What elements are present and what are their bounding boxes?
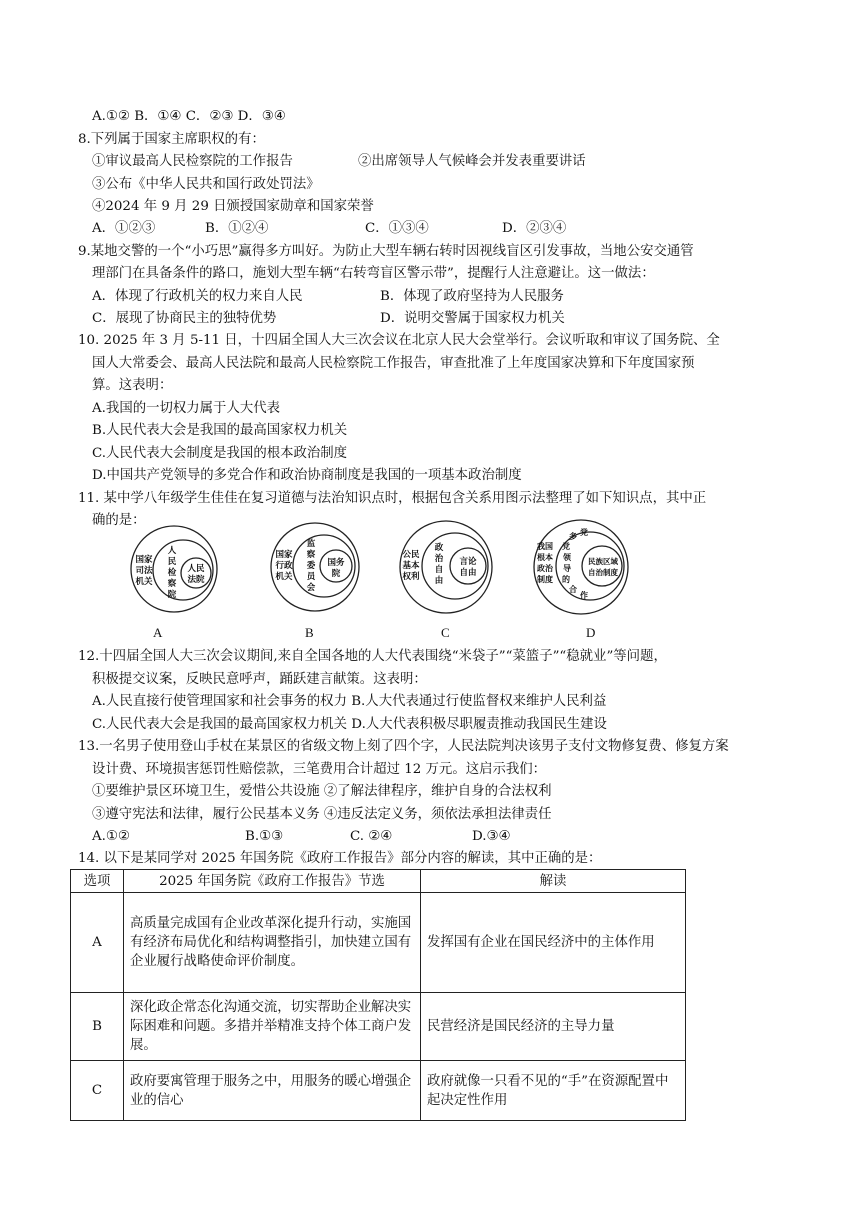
q13-option-d: D.③④ bbox=[472, 829, 511, 844]
row-option: C bbox=[71, 1061, 124, 1121]
q12-options-line-2: C.人民代表大会是我国的最高国家权力机关 D.人大代表积极尽职履责推动我国民生建设 bbox=[92, 717, 607, 732]
diagram-d-middle-5: 多 bbox=[569, 532, 577, 541]
q13-stem-line-1: 13.一名男子使用登山手杖在某景区的省级文物上刻了四个字，人民法院判决该男子支付文物修复费、修复方案 bbox=[78, 739, 729, 754]
q9-option-b: B．体现了政府坚持为人民服务 bbox=[380, 289, 564, 304]
q14-table bbox=[70, 869, 686, 1121]
diagram-label-a: A bbox=[153, 625, 163, 640]
header-excerpt: 2025 年国务院《政府工作报告》节选 bbox=[124, 870, 421, 893]
row-excerpt: 政府要寓管理于服务之中，用服务的暖心增强企业的信心 bbox=[124, 1061, 421, 1121]
row-excerpt: 高质量完成国有企业改革深化提升行动，实施国有经济布局优化和结构调整指引，加快建立国有企业履行战略使命评价制度。 bbox=[124, 893, 421, 993]
diagram-b-middle-3: 委 bbox=[306, 561, 316, 571]
diagram-d-outer-4: 制度 bbox=[537, 575, 553, 584]
row-interpretation: 发挥国有企业在国民经济中的主体作用 bbox=[421, 893, 686, 993]
diagram-d-inner-1: 民族区域 bbox=[588, 557, 618, 566]
q8-item-4: ④2024 年 9 月 29 日颁授国家勋章和国家荣誉 bbox=[92, 199, 374, 214]
diagram-c-outer-2: 基本 bbox=[402, 561, 420, 571]
diagram-a bbox=[128, 525, 220, 613]
q8-stem: 8.下列属于国家主席职权的有： bbox=[78, 132, 265, 147]
q11-stem-line-1: 11. 某中学八年级学生佳佳在复习道德与法治知识点时，根据包含关系用图示法整理了如下知识点，其中正 bbox=[78, 491, 707, 506]
diagram-a-outer-3: 机关 bbox=[135, 577, 153, 587]
diagram-b-outer-2: 行政 bbox=[275, 561, 293, 571]
q10-stem-line-3: 算。这表明： bbox=[92, 378, 173, 393]
diagram-d-middle-4: 的 bbox=[562, 575, 570, 584]
q10-option-c: C.人民代表大会制度是我国的根本政治制度 bbox=[92, 446, 348, 461]
diagram-a-inner-1: 人民 bbox=[187, 564, 205, 574]
q14-stem: 14. 以下是某同学对 2025 年国务院《政府工作报告》部分内容的解读，其中正确的是： bbox=[78, 851, 602, 866]
q13-items-line-2: ③遵守宪法和法律，履行公民基本义务 ④违反法定义务，须依法承担法律责任 bbox=[92, 807, 552, 822]
header-interpretation: 解读 bbox=[421, 870, 686, 893]
diagram-c-outer-1: 公民 bbox=[402, 550, 420, 560]
diagram-b-middle-4: 员 bbox=[306, 572, 316, 582]
diagram-c-outer-3: 权利 bbox=[402, 572, 420, 582]
diagram-b-outer-1: 国家 bbox=[275, 550, 293, 560]
diagram-b bbox=[268, 522, 362, 612]
diagram-d-middle-3: 导 bbox=[563, 564, 571, 573]
q13-stem-line-2: 设计费、环境损害惩罚性赔偿款，三笔费用合计超过 12 万元。这启示我们： bbox=[92, 762, 547, 777]
header-option: 选项 bbox=[71, 870, 124, 893]
q13-option-c: C. ②④ bbox=[350, 829, 393, 844]
diagram-label-c: C bbox=[441, 625, 450, 640]
diagram-b-middle-2: 察 bbox=[306, 550, 316, 560]
q12-stem-line-1: 12.十四届全国人大三次会议期间,来自全国各地的人大代表围绕“米袋子”“菜篮子”“稳就业”等问题， bbox=[78, 649, 667, 664]
diagram-d-outer-1: 我国 bbox=[537, 542, 553, 551]
diagram-d-middle-7: 合 bbox=[569, 585, 577, 594]
q8-item-1: ①审议最高人民检察院的工作报告 bbox=[92, 154, 293, 169]
diagram-a-middle-4: 察 bbox=[167, 579, 177, 589]
diagram-c-middle-2: 治 bbox=[434, 554, 444, 564]
q10-option-b: B.人民代表大会是我国的最高国家权力机关 bbox=[92, 423, 348, 438]
q7-options: A.①② B．①④ C．②③ D．③④ bbox=[92, 109, 286, 124]
q9-option-d: D．说明交警属于国家权力机关 bbox=[380, 311, 565, 326]
q10-option-d: D.中国共产党领导的多党合作和政治协商制度是我国的一项基本政治制度 bbox=[92, 468, 522, 483]
q13-option-a: A.①② bbox=[92, 829, 130, 844]
diagram-d bbox=[528, 519, 634, 615]
diagram-d-middle-1: 党 bbox=[562, 542, 570, 551]
diagram-d-outer-3: 政治 bbox=[537, 564, 553, 573]
q8-item-3: ③公布《中华人民共和国行政处罚法》 bbox=[92, 177, 320, 192]
q9-stem-line-1: 9.某地交警的一个“小巧思”赢得多方叫好。为防止大型车辆右转时因视线盲区引发事故，当地公安交通管 bbox=[78, 244, 694, 259]
table-header-row bbox=[71, 870, 686, 893]
diagram-c-middle-1: 政 bbox=[434, 543, 444, 553]
diagram-d-middle-2: 领 bbox=[563, 553, 571, 562]
diagram-c-inner-2: 自由 bbox=[459, 568, 477, 578]
q8-option-b: B．①②④ bbox=[205, 221, 269, 236]
table-row bbox=[71, 893, 686, 993]
row-interpretation: 民营经济是国民经济的主导力量 bbox=[421, 993, 686, 1061]
q12-stem-line-2: 积极提交议案，反映民意呼声，踊跃建言献策。这表明： bbox=[92, 672, 427, 687]
diagram-d-inner-2: 自治制度 bbox=[588, 568, 618, 577]
diagram-b-inner-1: 国务 bbox=[327, 558, 345, 568]
diagram-b-middle-5: 会 bbox=[306, 583, 316, 593]
row-option: A bbox=[71, 893, 124, 993]
diagram-d-outer-2: 根本 bbox=[537, 553, 553, 562]
diagram-c bbox=[395, 520, 497, 614]
diagram-c-middle-3: 自 bbox=[434, 565, 444, 575]
diagram-a-middle-1: 人 bbox=[167, 546, 177, 556]
q8-option-d: D．②③④ bbox=[502, 221, 567, 236]
q11-stem-line-2: 确的是： bbox=[92, 513, 146, 528]
row-excerpt: 深化政企常态化沟通交流，切实帮助企业解决实际困难和问题。多措并举精准支持个体工商户发展。 bbox=[124, 993, 421, 1061]
diagram-a-middle-2: 民 bbox=[167, 557, 177, 567]
q9-option-a: A．体现了行政机关的权力来自人民 bbox=[92, 289, 303, 304]
diagram-c-inner-1: 言论 bbox=[459, 557, 477, 567]
table-row bbox=[71, 993, 686, 1061]
q10-stem-line-1: 10. 2025 年 3 月 5-11 日，十四届全国人大三次会议在北京人民大会堂举行。会议听取和审议了国务院、全 bbox=[78, 333, 720, 348]
diagram-b-inner-2: 院 bbox=[331, 569, 341, 579]
q9-stem-line-2: 理部门在具备条件的路口，施划大型车辆“右转弯盲区警示带”，提醒行人注意避让。这一做法： bbox=[92, 266, 655, 281]
diagram-b-middle-1: 监 bbox=[306, 539, 316, 549]
q12-options-line-1: A.人民直接行使管理国家和社会事务的权力 B.人大代表通过行使监督权来维护人民利益 bbox=[92, 694, 607, 709]
q13-option-b: B.①③ bbox=[245, 829, 284, 844]
diagram-a-middle-5: 院 bbox=[167, 590, 177, 600]
q10-stem-line-2: 国人大常委会、最高人民法院和最高人民检察院工作报告，审查批准了上年度国家决算和下年度国家预 bbox=[92, 356, 695, 371]
q10-option-a: A.我国的一切权力属于人大代表 bbox=[92, 401, 281, 416]
diagram-a-outer-2: 司法 bbox=[135, 566, 153, 576]
q9-option-c: C．展现了协商民主的独特优势 bbox=[92, 311, 277, 326]
row-option: B bbox=[71, 993, 124, 1061]
diagram-d-middle-6: 党 bbox=[580, 528, 588, 537]
row-interpretation: 政府就像一只看不见的“手”在资源配置中起决定性作用 bbox=[421, 1061, 686, 1121]
diagram-a-outer-1: 国家 bbox=[135, 555, 153, 565]
diagram-a-inner-2: 法院 bbox=[187, 575, 205, 585]
diagram-label-b: B bbox=[305, 625, 314, 640]
table-row bbox=[71, 1061, 686, 1121]
q8-option-c: C．①③④ bbox=[365, 221, 429, 236]
q8-option-a: A．①②③ bbox=[92, 221, 156, 236]
diagram-d-middle-8: 作 bbox=[580, 591, 588, 600]
q8-item-2: ②出席领导人气候峰会并发表重要讲话 bbox=[358, 154, 586, 169]
q13-items-line-1: ①要维护景区环境卫生，爱惜公共设施 ②了解法律程序，维护自身的合法权利 bbox=[92, 784, 552, 799]
diagram-label-d: D bbox=[586, 625, 596, 640]
diagram-b-outer-3: 机关 bbox=[275, 572, 293, 582]
diagram-c-middle-4: 由 bbox=[434, 576, 444, 586]
diagram-a-middle-3: 检 bbox=[167, 568, 177, 578]
